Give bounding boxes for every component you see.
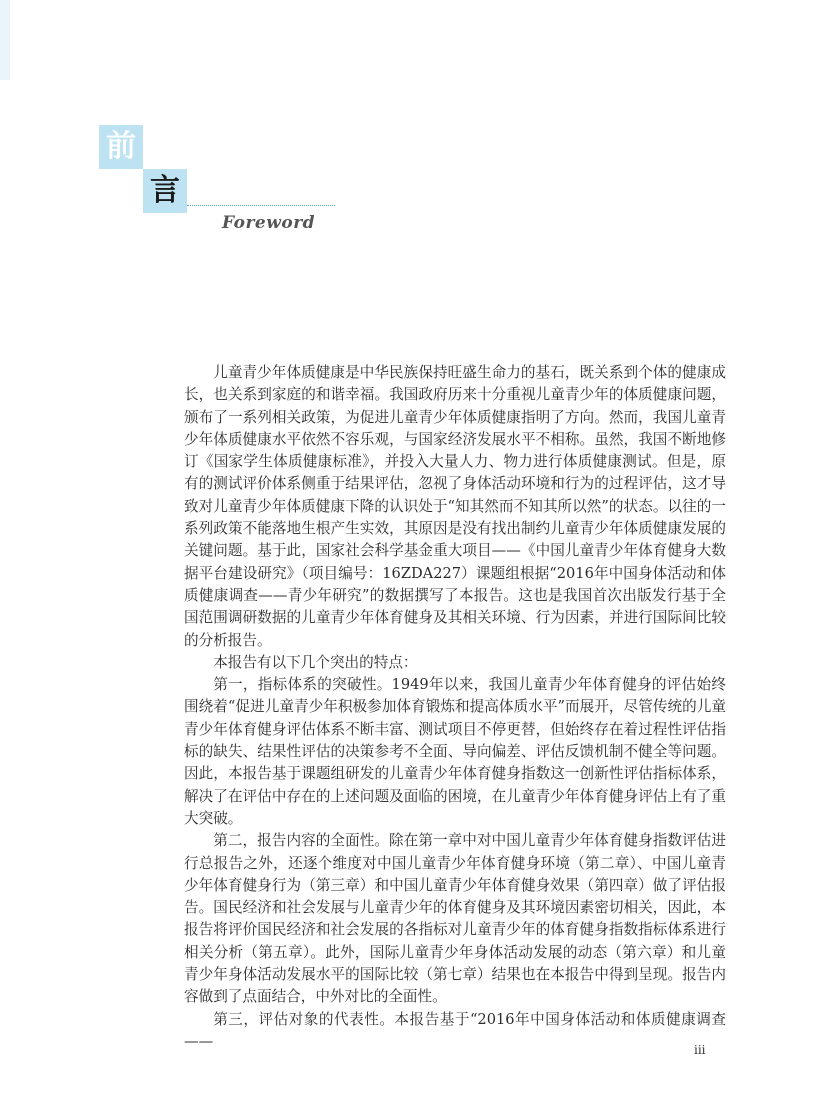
paragraph: 第二，报告内容的全面性。除在第一章中对中国儿童青少年体育健身指数评估进行总报告之外，还逐个维度对中国儿童青少年体育健身环境（第二章）、中国儿童青少年体育健身行为（第三章）和中国儿童青少年体育健身效果（第四章）做了评估报告。国民经济和社会发展与儿童青少年的体育健身及其环境因素密切相关，因此，本报告将评价国民经济和社会发展的各指标对儿童青少年的体育健身指数指标体系进行相关分析（第五章）。此外，国际儿童青少年身体活动发展的动态（第六章）和儿童青少年身体活动发展水平的国际比较（第七章）结果也在本报告中得到呈现。报告内容做到了点面结合，中外对比的全面性。: [184, 832, 726, 1006]
page-edge-strip: [0, 0, 10, 80]
paragraph: 第一，指标体系的突破性。1949年以来，我国儿童青少年体育健身的评估始终围绕着“促进儿童青少年积极参加体育锻炼和提高体质水平”而展开，尽管传统的儿童青少年体育健身评估体系不断丰富、测试项目不停更替，但始终存在着过程性评估指标的缺失、结果性评估的决策参考不全面、导向偏差、评估反馈机制不健全等问题。因此，本报告基于课题组研发的儿童青少年体育健身指数这一创新性评估指标体系，解决了在评估中存在的上述问题及面临的困境，在儿童青少年体育健身评估上有了重大突破。: [184, 676, 726, 827]
title-char-2: 言: [150, 173, 180, 208]
page-subtitle: Foreword: [222, 213, 316, 233]
body-text: [184, 362, 726, 1053]
paragraph: 儿童青少年体质健康是中华民族保持旺盛生命力的基石，既关系到个体的健康成长，也关系到家庭的和谐幸福。我国政府历来十分重视儿童青少年的体质健康问题，颁布了一系列相关政策，为促进儿童青少年体质健康指明了方向。然而，我国儿童青少年体质健康水平依然不容乐观，与国家经济发展水平不相称。虽然，我国不断地修订《国家学生体质健康标准》，并投入大量人力、物力进行体质健康测试。但是，原有的测试评价体系侧重于结果评估，忽视了身体活动环境和行为的过程评估，这才导致对儿童青少年体质健康下降的认识处于“知其然而不知其所以然”的状态。以往的一系列政策不能落地生根产生实效，其原因是没有找出制约儿童青少年体质健康发展的关键问题。基于此，国家社会科学基金重大项目——《中国儿童青少年体育健身大数据平台建设研究》（项目编号：16ZDA227）课题组根据“2016年中国身体活动和体质健康调查——青少年研究”的数据撰写了本报告。这也是我国首次出版发行基于全国范围调研数据的儿童青少年体育健身及其相关环境、行为因素，并进行国际间比较的分析报告。: [184, 364, 726, 649]
title-char-box-2: [143, 169, 187, 213]
page-number: iii: [694, 1043, 706, 1057]
paragraph: 本报告有以下几个突出的特点：: [213, 653, 418, 671]
title-char-box-1: [99, 125, 143, 169]
title-dotted-rule: [187, 205, 335, 206]
paragraph: 第三，评估对象的代表性。本报告基于“2016年中国身体活动和体质健康调查——: [184, 1010, 726, 1050]
title-char-1: 前: [106, 129, 136, 164]
